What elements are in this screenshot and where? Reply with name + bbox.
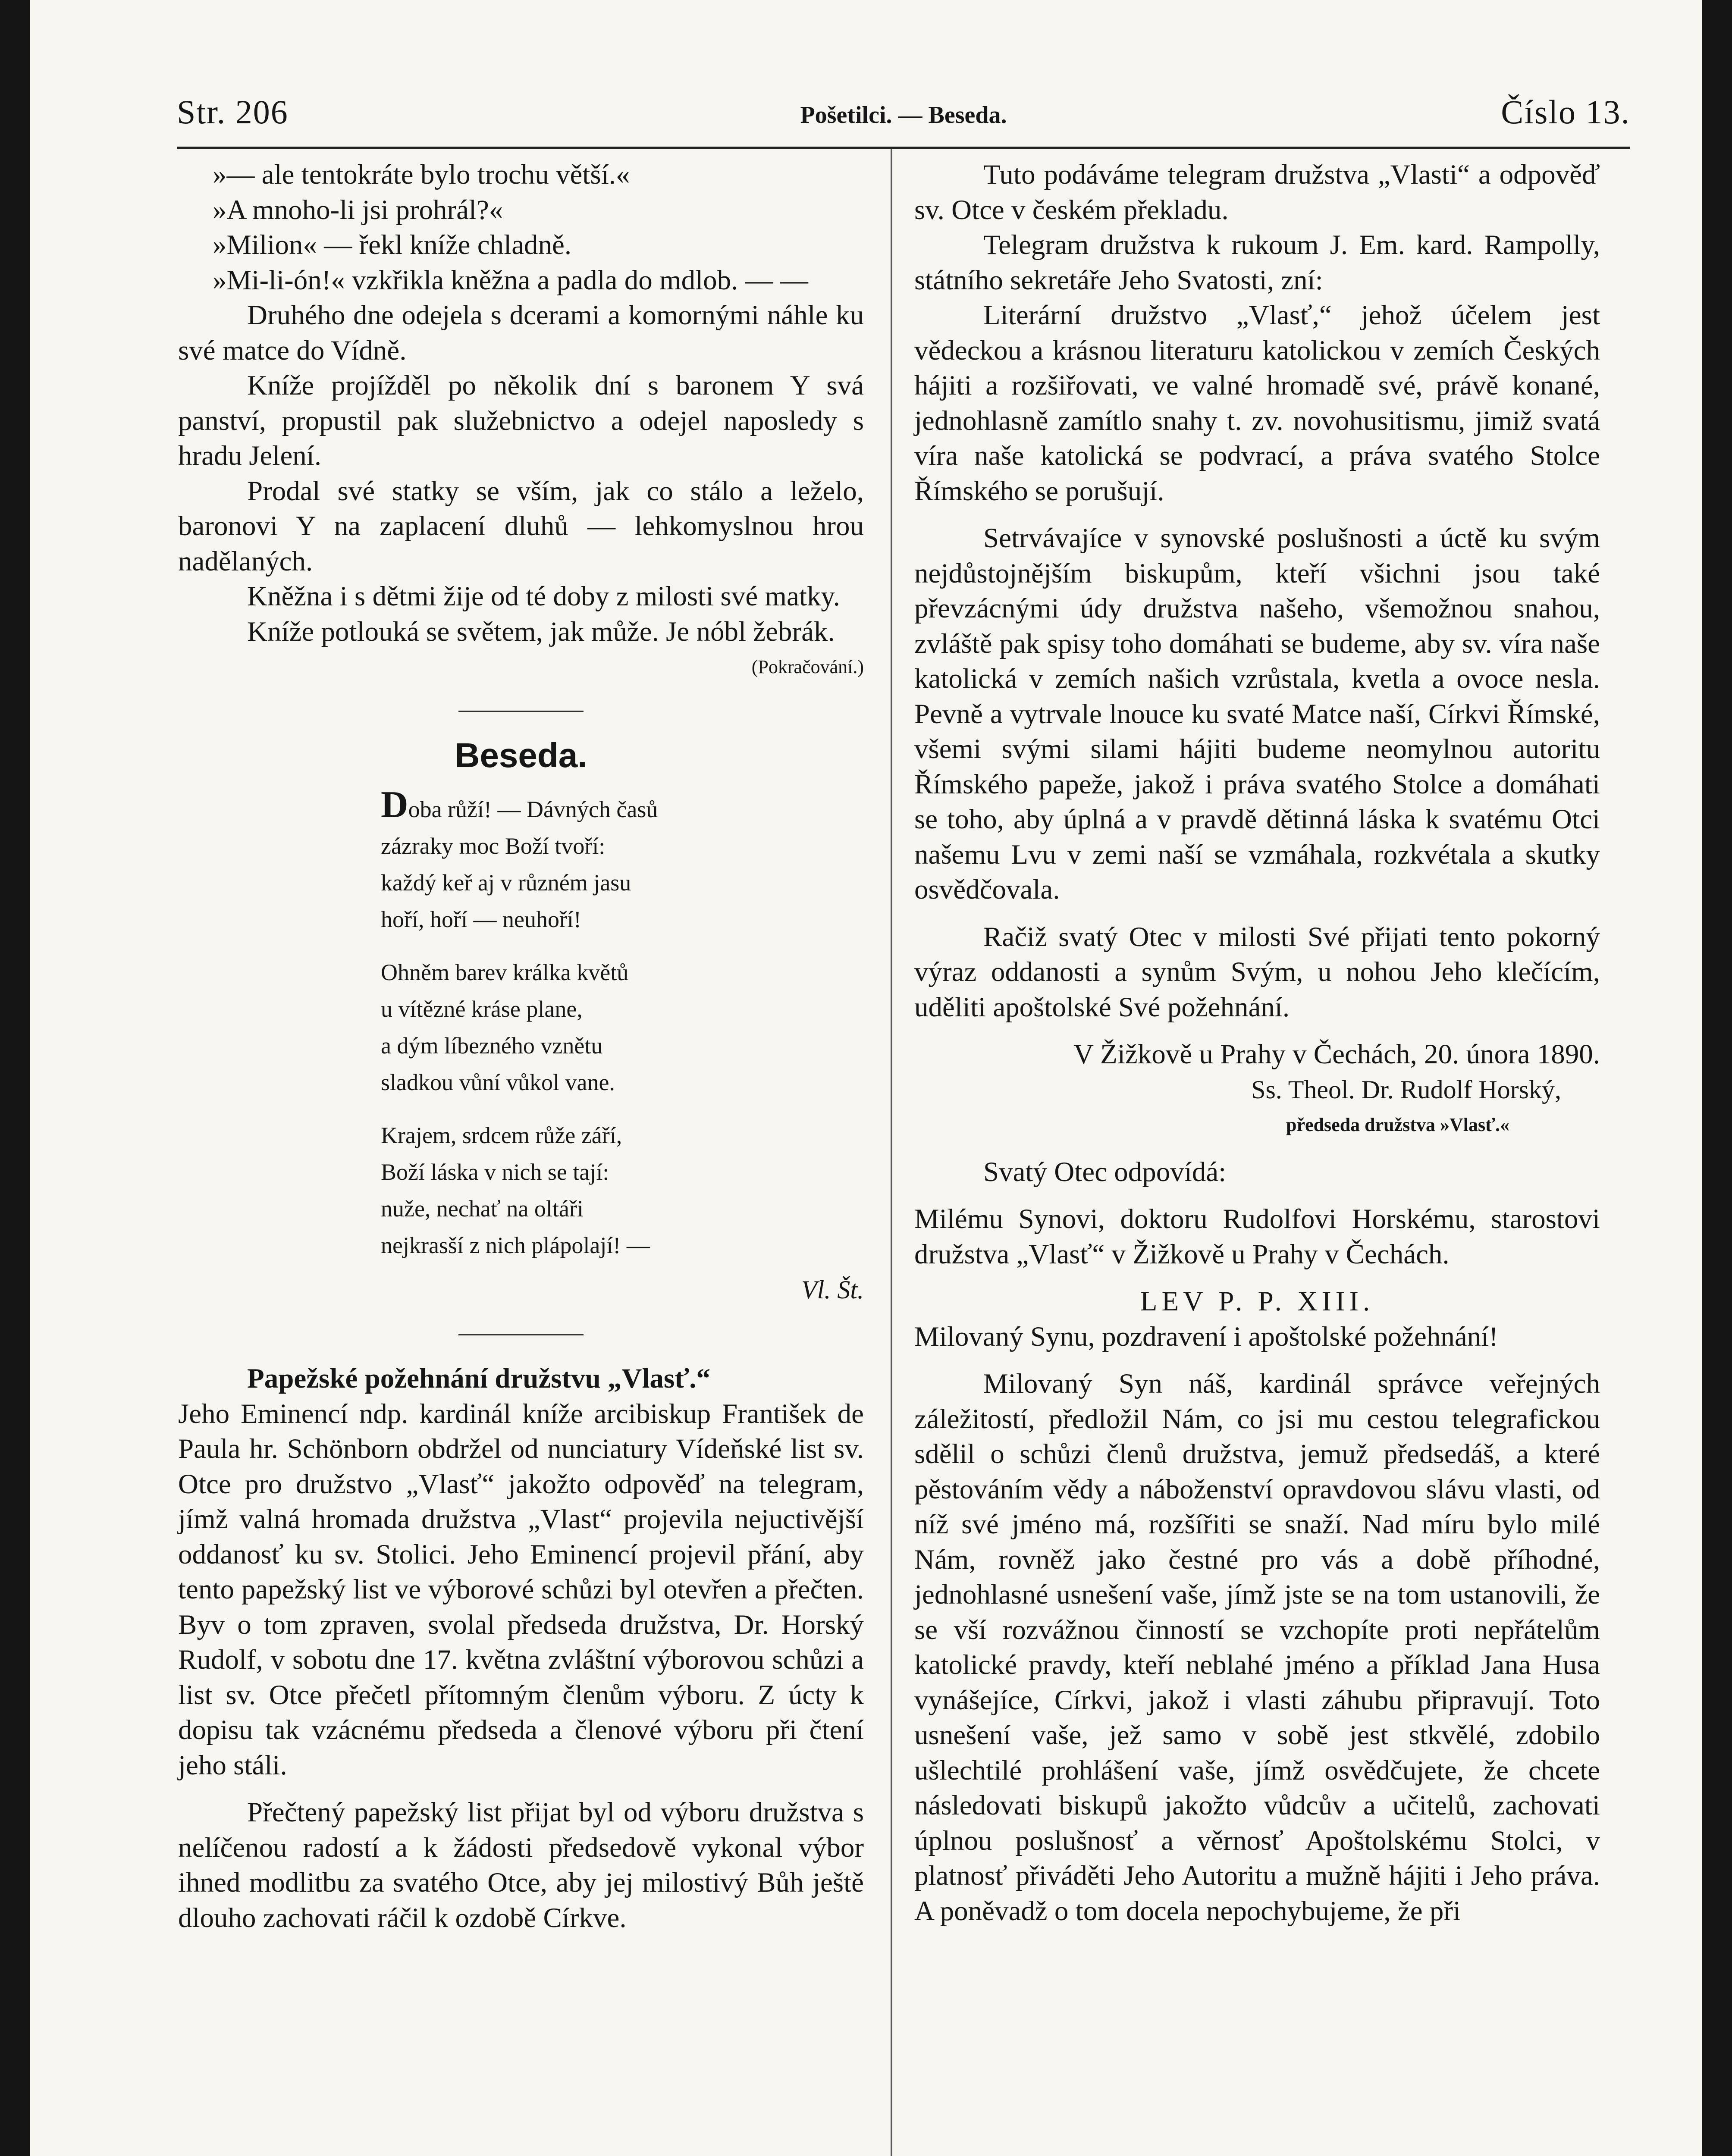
poem-line: u vítězné kráse plane, — [381, 996, 583, 1022]
poem-line: nuže, nechať na oltáři — [381, 1196, 584, 1222]
page-header — [177, 88, 1630, 149]
section-rule — [458, 711, 584, 712]
story-paragraph: Kníže potlouká se světem, jak může. Je nóbl žebrák. — [247, 616, 835, 647]
article-heading: Papežské požehnání družstvu „Vlasť.“ — [247, 1363, 710, 1394]
drop-cap: D — [381, 784, 408, 826]
article-paragraph: Přečtený papežský list přijat byl od výboru družstva s nelíčenou radostí a k žádosti předsedově vykonal výbor ihned modlitbu za svatého Otce, aby jej milostivý Bůh ještě dlouho zachovati ráčil k ozdobě Církve. — [178, 1797, 864, 1934]
reply-letter: Milovaný Syn náš, kardinál správce veřejných záležitostí, předložil Nám, co jsi mu cestou telegrafickou sdělil o schůzi členů družstva, jemuž předsedáš, a které pěstováním vědy a náboženství opravdovou slávu vlasti, od níž své jméno má, rozšířiti se snaží. Nad míru bylo milé Nám, rovněž jako čestné pro vás a době příhodné, jednohlasné usnešení vaše, jímž jste se na tom ustanovili, že se vší rozvážnou činností se vzchopíte proti nepřátelům katolické pravdy, kteří neblahé jméno a příklad Jana Husa vynášejíce, Církvi, jakož i vlasti záhubu připravují. Toto usnešení vaše, jež samo v sobě jest stkvělé, zdobilo ušlechtilé prohlášení vaše, jímž osvědčujete, že chcete následovati biskupů jakožto vůdcův a učitelů, zachovati úplnou poslušnosť a věrnosť Apoštolskému Stolci, v platnosť přiváděti Jeho Autoritu a mužně hájiti i Jeho práva. A poněvadž o tom docela nepochybujeme, že při — [914, 1368, 1600, 1927]
section-rule — [458, 1334, 584, 1335]
dialogue-line: »— ale tentokráte bylo trochu větší.« — [213, 159, 630, 190]
issue-number: Číslo 13. — [1501, 93, 1630, 131]
article-paragraph: Telegram družstva k rukoum J. Em. kard. Rampolly, státního sekretáře Jeho Svatosti, zní: — [914, 229, 1600, 296]
telegram-paragraph: Račiž svatý Otec v milosti Své přijati tento pokorný výraz oddanosti a synům Svým, u nohou Jeho klečícím, uděliti apoštolské Své požehnání. — [914, 921, 1600, 1023]
left-column — [178, 157, 864, 1936]
poem-line: Ohněm barev králka květů — [381, 959, 629, 985]
article-paragraph: Jeho Eminencí ndp. kardinál kníže arcibiskup František de Paula hr. Schönborn obdržel od nunciatury Vídeňské list sv. Otce pro družstvo „Vlasť“ jakožto odpověď na telegram, jímž valná hromada družstva „Vlast“ projevila nejuctivější oddanosť ku sv. Stolici. Jeho Eminencí projevil přání, aby tento papežský list ve výborové schůzi byl otevřen a přečten. Byv o tom zpraven, svolal předseda družstva, Dr. Horský Rudolf, v sobotu dne 17. května zvláštní výborovou schůzi a list sv. Otce přečetl přítomným členům výboru. Z úcty k dopisu tak vzácnému předseda a členové výboru při čtení jeho stáli. — [178, 1398, 864, 1781]
telegram-paragraph: Literární družstvo „Vlasť,“ jehož účelem jest vědeckou a krásnou literaturu katolickou v zemích Českých hájiti a rozšiřovati, ve valné hromadě své, právě konané, jednohlasně zamítlo snahy t. zv. novohusitismu, jimiž svatá víra naše katolická se podvrací, a práva svatého Stolce Římského se porušují. — [914, 300, 1600, 507]
poem-line: a dým líbezného vznětu — [381, 1033, 603, 1059]
dialogue-line: »Milion« — řekl kníže chladně. — [213, 229, 572, 260]
poem-line: nejkrasší z nich plápolají! — — [381, 1232, 650, 1258]
poem-line: Boží láska v nich se tají: — [381, 1159, 609, 1185]
telegram-signer: Ss. Theol. Dr. Rudolf Horský, — [1251, 1075, 1561, 1104]
story-paragraph: Druhého dne odejela s dcerami a komornými náhle ku své matce do Vídně. — [178, 300, 864, 366]
poem-line: zázraky moc Boží tvoří: — [381, 833, 606, 859]
poem-author: Vl. Št. — [801, 1275, 864, 1304]
signer-role: předseda družstva »Vlasť.« — [1286, 1114, 1509, 1135]
column-divider — [891, 149, 892, 2156]
continued-note: (Pokračování.) — [751, 656, 864, 677]
reply-intro: Svatý Otec odpovídá: — [983, 1156, 1227, 1188]
poem — [381, 784, 864, 1308]
telegram-paragraph: Setrvávajíce v synovské poslušnosti a úctě ku svým nejdůstojnějším biskupům, kteří všichni jsou také převzácnými údy družstva našeho, všemožnou snahou, zvláště pak spisy toho domáhati se budeme, aby sv. víra naše katolická v zemích našich vzrůstala, kvetla a ovoce nesla. Pevně a vytrvale lnouce ku svaté Matce naší, Církvi Římské, všemi svými silami hájiti budeme neomylnou autoritu Římského papeže, jakož i práva svatého Stolce a domáhati se toho, aby úplná a v pravdě dětinná láska k svatému Otci našemu Lvu v zemi naší se vzmáhala, rozkvétala a skutky osvědčovala. — [914, 523, 1600, 905]
dialogue-line: »A mnoho-li jsi prohrál?« — [213, 194, 503, 226]
pope-signature: LEV P. P. XIII. — [1140, 1286, 1374, 1317]
poem-line: Doba růží! — Dávných časů — [381, 784, 658, 826]
article-paragraph: Tuto podáváme telegram družstva „Vlasti“ a odpověď sv. Otce v českém překladu. — [914, 159, 1600, 226]
poem-line: sladkou vůní vůkol vane. — [381, 1069, 615, 1095]
page-number: Str. 206 — [177, 93, 289, 131]
poem-line: každý keř aj v různém jasu — [381, 870, 631, 896]
right-column — [914, 157, 1600, 1929]
reply-greeting: Milovaný Synu, pozdravení i apoštolské požehnání! — [914, 1321, 1498, 1352]
story-paragraph: Kníže projížděl po několik dní s baronem Y svá panství, propustil pak služebnictvo a odejel naposledy s hradu Jelení. — [178, 370, 864, 471]
poem-line: Krajem, srdcem růže září, — [381, 1122, 622, 1148]
poem-stanza — [381, 784, 864, 938]
story-paragraph: Prodal své statky se vším, jak co stálo a leželo, baronovi Y na zaplacení dluhů — lehkomyslnou hrou nadělaných. — [178, 475, 864, 577]
newspaper-page — [30, 0, 1702, 2156]
reply-address: Milému Synovi, doktoru Rudolfovi Horskému, starostovi družstva „Vlasť“ v Žižkově u Prahy v Čechách. — [914, 1203, 1600, 1270]
section-title: Beseda. — [455, 736, 587, 774]
telegram-date: V Žižkově u Prahy v Čechách, 20. února 1890. — [1073, 1039, 1600, 1070]
poem-stanza — [381, 954, 864, 1101]
poem-line: hoří, hoří — neuhoří! — [381, 906, 581, 932]
dialogue-line: »Mi-li-ón!« vzkřikla kněžna a padla do mdlob. — — — [213, 264, 808, 296]
story-paragraph: Kněžna i s dětmi žije od té doby z milosti své matky. — [247, 581, 840, 612]
poem-stanza — [381, 1117, 864, 1264]
running-title: Pošetilci. — Beseda. — [800, 102, 1007, 128]
